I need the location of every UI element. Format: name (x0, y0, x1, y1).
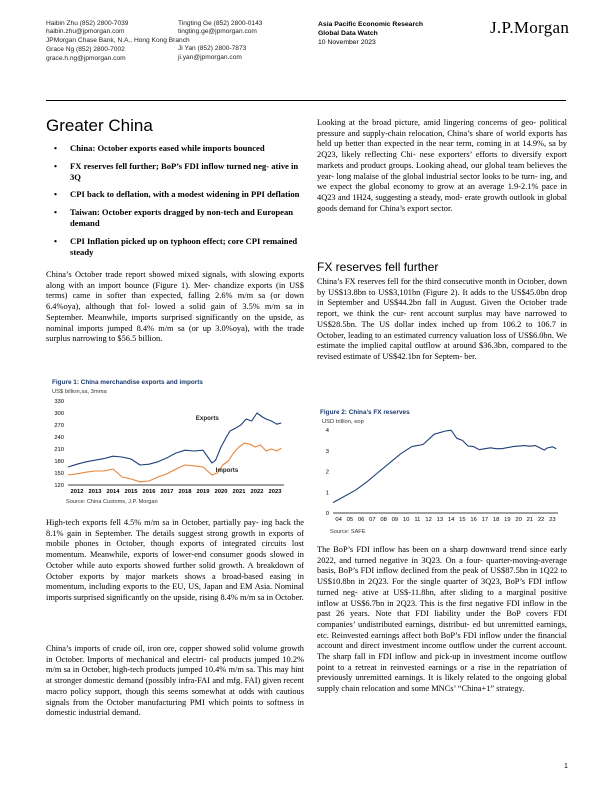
series-name: Global Data Watch (318, 30, 378, 37)
key-point: • CPI back to deflation, with a modest widening in PPI deflation (48, 189, 303, 200)
x-tick-label: 04 (335, 517, 342, 523)
right-paragraph-1: Looking at the broad picture, amid lingering concerns of geo- political pressure and supply-chain relocation, China’s share of world exports has held up better than expected in the near term, coming in at 14.9%, sa by 2Q23, likely reflecting Chi- nese exporters’ efforts to diversify export markets and product groups. Looking ahead, our global team believes the year- long malaise of the global industrial sector looks to be turn- ing, and we expect the global economy to grow at an average 1.9-2.1% pace in 4Q23 and 1H24, suggesting a steady, mod- erate growth outlook in global goods demand for China’s export sector. (317, 118, 567, 213)
x-tick-label: 16 (470, 517, 477, 523)
x-tick-label: 09 (391, 517, 399, 523)
x-tick-label: 10 (402, 517, 410, 523)
contacts-column-2 (178, 20, 262, 63)
x-tick-label: 2013 (88, 489, 102, 495)
series-line-imports (68, 443, 281, 482)
x-tick-label: 2014 (106, 489, 120, 495)
contact-haibin-zhu (46, 20, 190, 45)
x-tick-label: 2015 (124, 489, 138, 495)
x-tick-label: 21 (526, 517, 534, 523)
y-tick-label: 210 (54, 447, 64, 453)
x-tick-label: 11 (414, 517, 421, 523)
figure2-source: Source: SAFE (330, 529, 366, 535)
y-tick-label: 180 (54, 459, 64, 465)
y-tick-label: 3 (325, 448, 329, 455)
exports-annotation: Exports (195, 414, 219, 422)
contact-email[interactable]: tingting.ge@jpmorgan.com (178, 28, 257, 36)
x-tick-label: 23 (549, 517, 556, 523)
y-tick-label: 330 (54, 399, 64, 405)
y-tick-label: 1 (325, 490, 329, 497)
x-tick-label: 13 (436, 517, 444, 523)
publication-date: 10 November 2023 (318, 39, 376, 46)
contact-ji-yan (178, 45, 262, 62)
key-point: • China: October exports eased while imports bounced (48, 143, 303, 154)
figure2-chart (318, 424, 568, 532)
y-tick-label: 150 (54, 471, 64, 477)
x-tick-label: 18 (492, 517, 500, 523)
fx-reserves-heading: FX reserves fell further (317, 260, 439, 274)
key-points-list (48, 143, 303, 264)
right-paragraph-2: China’s FX reserves fell for the third consecutive month in October, down by US$13.8bn to US$3,101bn (Figure 2). It adds to the US$45.0bn drop in September and US$44.2bn fall in August. Given the October trade report, we think the cur- rent account surplus may have narrowed to US$28.5bn. The US dollar index inched up from 106.2 to 106.7 in October, leading to an estimated currency valuation loss of US$6.0bn. We estimate the implied capital outflow at around $36.3bn, compared to the revised estimate of US$42.1bn for Septem- ber. (317, 277, 567, 361)
contact-name-phone: Haibin Zhu (852) 2800-7039 (46, 20, 129, 27)
publication-info (318, 20, 423, 47)
x-tick-label: 2022 (250, 489, 264, 495)
y-tick-label: 0 (325, 511, 329, 517)
contact-name-phone: Grace Ng (852) 2800-7002 (46, 46, 125, 54)
contact-email[interactable]: ji.yan@jpmorgan.com (178, 53, 242, 61)
key-point: • Taiwan: October exports dragged by non-tech and European demand (48, 207, 303, 229)
figure1-units: US$ billion,sa, 3mma (52, 389, 107, 395)
x-tick-label: 08 (380, 517, 387, 523)
key-point: • CPI Inflation picked up on typhoon effect; core CPI remained steady (48, 236, 303, 258)
x-tick-label: 2019 (196, 489, 210, 495)
y-tick-label: 300 (54, 411, 64, 417)
x-tick-label: 12 (425, 517, 432, 523)
x-tick-label: 2016 (142, 489, 156, 495)
jpmorgan-logo: J.P.Morgan (490, 18, 570, 37)
page-number: 1 (564, 763, 568, 770)
y-tick-label: 4 (325, 428, 329, 434)
figure2-units: USD trillion, eop (322, 419, 364, 425)
x-tick-label: 2023 (268, 489, 282, 495)
series-line-exports (68, 413, 281, 467)
contact-grace-ng (46, 46, 190, 63)
contact-email[interactable]: haibin.zhu@jpmorgan.com (46, 28, 125, 36)
y-tick-label: 240 (54, 435, 64, 441)
header-divider (46, 100, 566, 101)
contact-entity: JPMorgan Chase Bank, N.A., Hong Kong Branch (46, 36, 190, 44)
x-tick-label: 07 (369, 517, 376, 523)
section-title: Greater China (46, 116, 153, 135)
x-tick-label: 2018 (178, 489, 192, 495)
x-tick-label: 17 (481, 517, 489, 523)
series-line-fx-reserves (333, 430, 556, 502)
contact-name-phone: Tingting Ge (852) 2800-0143 (178, 20, 263, 27)
key-point: • FX reserves fell further; BoP’s FDI inflow turned neg- ative in 3Q (48, 161, 303, 183)
figure1-title: Figure 1: China merchandise exports and imports (52, 379, 203, 386)
y-tick-label: 270 (54, 423, 64, 429)
x-tick-label: 14 (447, 517, 455, 523)
contact-email[interactable]: grace.h.ng@jpmorgan.com (46, 54, 126, 62)
figure1-source: Source: China Customs, J.P. Morgan (66, 499, 158, 505)
y-tick-label: 120 (54, 483, 64, 489)
x-tick-label: 20 (515, 517, 522, 523)
x-tick-label: 05 (346, 517, 354, 523)
figure1-chart (48, 396, 298, 501)
left-paragraph-2: High-tech exports fell 4.5% m/m sa in October, partially pay- ing back the 8.1% gain in September. The details suggest strong growth in exports of mobile phones in October, though exports of integrated circuits lost momentum. Meanwhile, exports of lower-end consumer goods slowed in October while auto exports showed further solid growth. A breakdown of October exports by major markets shows a broad-based easing in momentum, including exports to the EU, US, Japan and EM Asia. Nominal imports surprised significantly on the upside, rising 8.4% m/m sa in October. (46, 518, 304, 602)
figure2-title: Figure 2: China’s FX reserves (320, 409, 410, 416)
x-tick-label: 2012 (70, 489, 84, 495)
left-paragraph-1: China’s October trade report showed mixed signals, with slowing exports along with an import bounce (Figure 1). Mer- chandize exports (in US$ terms) came in softer than expected, falling 2.6% m/m sa (or down 6.4%oya), although that fol- lowed a solid gain of 3.5% m/m sa in September. Meanwhile, imports surprised significantly on the upside, as nominal imports jumped 8.4% m/m sa (or up 3.0%oya), with the trade surplus narrowing to $56.5 billion. (46, 270, 304, 344)
x-tick-label: 22 (537, 517, 545, 523)
contact-name-phone: Ji Yan (852) 2800-7873 (178, 45, 247, 53)
x-tick-label: 06 (357, 517, 365, 523)
x-tick-label: 19 (504, 517, 511, 523)
contacts-column-1 (46, 20, 190, 64)
x-tick-label: 15 (459, 517, 466, 523)
y-tick-label: 2 (325, 469, 329, 476)
publication-name: Asia Pacific Economic Research (318, 21, 424, 28)
x-tick-label: 2021 (232, 489, 246, 495)
x-tick-label: 2017 (160, 489, 174, 495)
left-paragraph-3: China’s imports of crude oil, iron ore, copper showed solid volume growth in October. Imports of mechanical and electri- cal products jumped 10.2% m/m sa in October, high-tech products jumped 10.4% m/m sa. This may hint at stronger domestic demand (possibly infra-FAI and mfg. FAI) given recent macro policy support, though this seems somewhat at odds with cautious signals from the October manufacturing PMI which points to softness in domestic industrial demand. (46, 644, 304, 718)
contact-tingting-ge (178, 20, 262, 37)
right-paragraph-3: The BoP’s FDI inflow has been on a sharp downward trend since early 2022, and turned negative in 3Q23. On a four- quarter-moving-average basis, BoP’s FDI inflow declined from the peak of US$87.5bn in 1Q22 to US$10.8bn in 2Q23. For the single quarter of 3Q23, BoP’s FDI inflow turned neg- ative at US$-11.8bn, after sliding to a marginal positive inflow at US$6.7bn in 2Q23. This is the first negative FDI inflow in the past 26 years. Note that FDI liability under the BoP covers FDI companies’ undistributed earnings, distribut- ed but unremitted earnings, etc. Reinvested earnings affect both BoP’s FDI inflow under the financial account and direct investment income outflow under the current account. The sharp fall in FDI inflow and pick-up in investment income outflow point to a retreat in reinvested earnings or a rise in the repatriation of previously unremitted earnings. It is likely related to the ongoing global supply chain relocation and some MNCs’ “China+1” strategy. (317, 545, 567, 694)
x-tick-label: 2020 (214, 489, 228, 495)
imports-annotation: Imports (215, 466, 239, 474)
